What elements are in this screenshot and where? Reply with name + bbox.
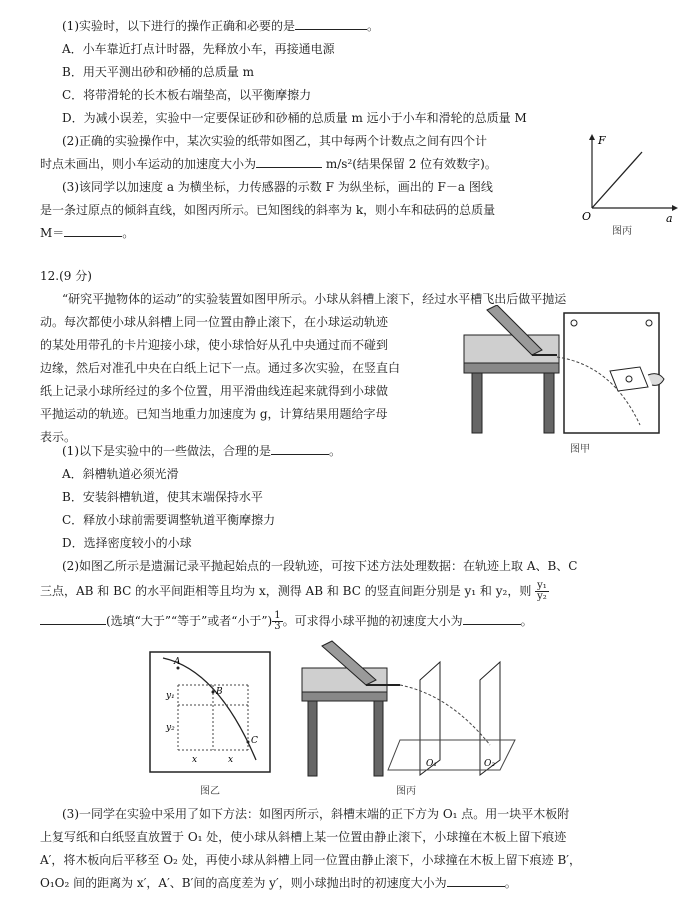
- y1-label: y₁: [166, 691, 175, 701]
- q12-intro-4: 边缘，然后对准孔中央在白纸上记下一点。通过多次实验，在竖直白: [40, 361, 401, 375]
- graph-caption: 图丙: [612, 226, 632, 237]
- q12-intro-5: 纸上记录小球所经过的多个位置，用平滑曲线连起来就得到小球做: [40, 384, 389, 398]
- q12-part1-text: (1)以下是实验中的一些做法，合理的是: [62, 444, 271, 458]
- ratio-numerator: y₁: [537, 580, 547, 591]
- q11-part3-line2: 是一条过原点的倾斜直线，如图丙所示。已知图线的斜率为 k，则小车和砝码的总质量: [40, 203, 496, 217]
- q11-part2-unit: m/s²(结果保留 2 位有效数字)。: [325, 157, 497, 171]
- q11-part3-end: 。: [122, 226, 135, 240]
- figure-bing-boards: [300, 640, 525, 782]
- q12-part2-text: 三点，AB 和 BC 的水平间距相等且均为 x，测得 AB 和 BC 的竖直间距分别是 y₁ 和 y₂，则: [40, 584, 532, 598]
- q12-part2-end: 。: [520, 614, 533, 628]
- figure-bing-caption: 图丙: [396, 786, 416, 797]
- q11-part3-text: M＝: [40, 226, 65, 240]
- q12-part3-line4: [40, 875, 517, 892]
- o1-label: O₁: [426, 759, 437, 769]
- q12-intro-3: 的某处用带孔的卡片迎接小球，使小球恰好从孔中央通过而不碰到: [40, 338, 389, 352]
- q12-intro-1: “研究平抛物体的运动”的实验装置如图甲所示。小球从斜槽上滚下，经过水平槽飞出后做平抛运: [62, 292, 567, 306]
- q12-part3-line3: A′，将木板向后平移至 O₂ 处，再使小球从斜槽上同一位置由静止滚下，小球撞在木板上留下痕迹 B′，: [40, 853, 582, 867]
- f-a-graph: [580, 130, 680, 235]
- q12-part2-line1: (2)如图乙所示是遗漏记录平抛起始点的一段轨迹，可按下述方法处理数据：在轨迹上取 A、B、C: [62, 559, 578, 573]
- q11-part2-line1: (2)正确的实验操作中，某次实验的纸带如图乙，其中每两个计数点之间有四个计: [62, 134, 488, 148]
- fraction-one-third: [272, 611, 282, 632]
- q12-option-a: A．斜槽轨道必须光滑: [62, 467, 179, 481]
- q11-part1-text: (1)实验时，以下进行的操作正确和必要的是: [62, 19, 295, 33]
- q11-part3-line1: (3)该同学以加速度 a 为横坐标，力传感器的示数 F 为纵坐标，画出的 F－a 图线: [62, 180, 493, 194]
- x1-label: x: [192, 755, 198, 765]
- point-a-label: A: [174, 657, 181, 667]
- q12-part2-line3: [40, 611, 533, 632]
- q11-option-d: D．为减小误差，实验中一定要保证砂和砂桶的总质量 m 远小于小车和滑轮的总质量 M: [62, 111, 527, 125]
- q12-part2-line2: [40, 581, 549, 602]
- o2-label: O₂: [484, 759, 495, 769]
- q12-intro-2: 动。每次都使小球从斜槽上同一位置由静止滚下，在小球运动轨迹: [40, 315, 389, 329]
- q12-part1-end: 。: [329, 444, 342, 458]
- q12-part2-choice: (选填“大于”“等于”或者“小于”): [106, 614, 273, 628]
- q12-part3-end: 。: [504, 876, 517, 890]
- q12-part3-line2: 上复写纸和白纸竖直放置于 O₁ 处，使小球从斜槽上某一位置由静止滚下，小球撞在木板上留下痕迹: [40, 830, 567, 844]
- graph-label-a: a: [666, 212, 673, 225]
- q12-part1: [62, 443, 341, 460]
- q11-part2-blank: [256, 167, 322, 168]
- q12-header: 12.(9 分): [40, 269, 92, 283]
- q11-part1: [62, 18, 379, 35]
- q12-part2-blank-compare: [40, 624, 106, 625]
- q12-option-d: D．选择密度较小的小球: [62, 536, 192, 550]
- figure-yi-trajectory: [148, 650, 278, 780]
- q11-part1-end: 。: [367, 19, 380, 33]
- ratio-y1-y2: [535, 581, 549, 602]
- q11-part3-line3: [40, 225, 134, 242]
- q11-part2-text: 时点未画出，则小车运动的加速度大小为: [40, 157, 257, 171]
- third-numerator: 1: [274, 610, 281, 621]
- q12-option-c: C．释放小球前需要调整轨道平衡摩擦力: [62, 513, 276, 527]
- point-c-label: C: [251, 736, 258, 746]
- y2-label: y₂: [166, 723, 175, 733]
- figure-jia-caption: 图甲: [570, 444, 590, 455]
- figure-yi-caption: 图乙: [200, 786, 220, 797]
- point-b-label: B: [216, 687, 223, 697]
- q12-option-b: B．安装斜槽轨道，使其末端保持水平: [62, 490, 263, 504]
- q11-part3-blank: [64, 236, 122, 237]
- ratio-denominator: y₂: [537, 591, 547, 602]
- f-a-line: [592, 152, 642, 208]
- figure-jia-apparatus: [462, 305, 672, 440]
- q11-part1-blank: [295, 29, 367, 30]
- q11-part2-line2: [40, 156, 497, 173]
- q12-part3-text: O₁O₂ 间的距离为 x′，A′、B′间的高度差为 y′，则小球抛出时的初速度大小为: [40, 876, 447, 890]
- q11-option-b: B．用天平测出砂和砂桶的总质量 m: [62, 65, 255, 79]
- third-denominator: 3: [274, 621, 281, 632]
- q12-part3-line1: (3)一同学在实验中采用了如下方法：如图丙所示，斜槽末端的正下方为 O₁ 点。用一块平木板附: [62, 807, 570, 821]
- q12-intro-7: 表示。: [40, 430, 77, 444]
- graph-label-f: F: [598, 134, 606, 147]
- q12-part3-blank: [447, 886, 505, 887]
- q12-part1-blank: [271, 454, 329, 455]
- q12-part2-tail: 。可求得小球平抛的初速度大小为: [282, 614, 463, 628]
- q12-intro-6: 平抛运动的轨迹。已知当地重力加速度为 g，计算结果用题给字母: [40, 407, 388, 421]
- x2-label: x: [228, 755, 234, 765]
- q11-option-c: C．将带滑轮的长木板右端垫高，以平衡摩擦力: [62, 88, 312, 102]
- graph-label-o: O: [582, 210, 592, 223]
- q11-option-a: A．小车靠近打点计时器，先释放小车，再接通电源: [62, 42, 335, 56]
- q12-part2-blank-speed: [463, 624, 521, 625]
